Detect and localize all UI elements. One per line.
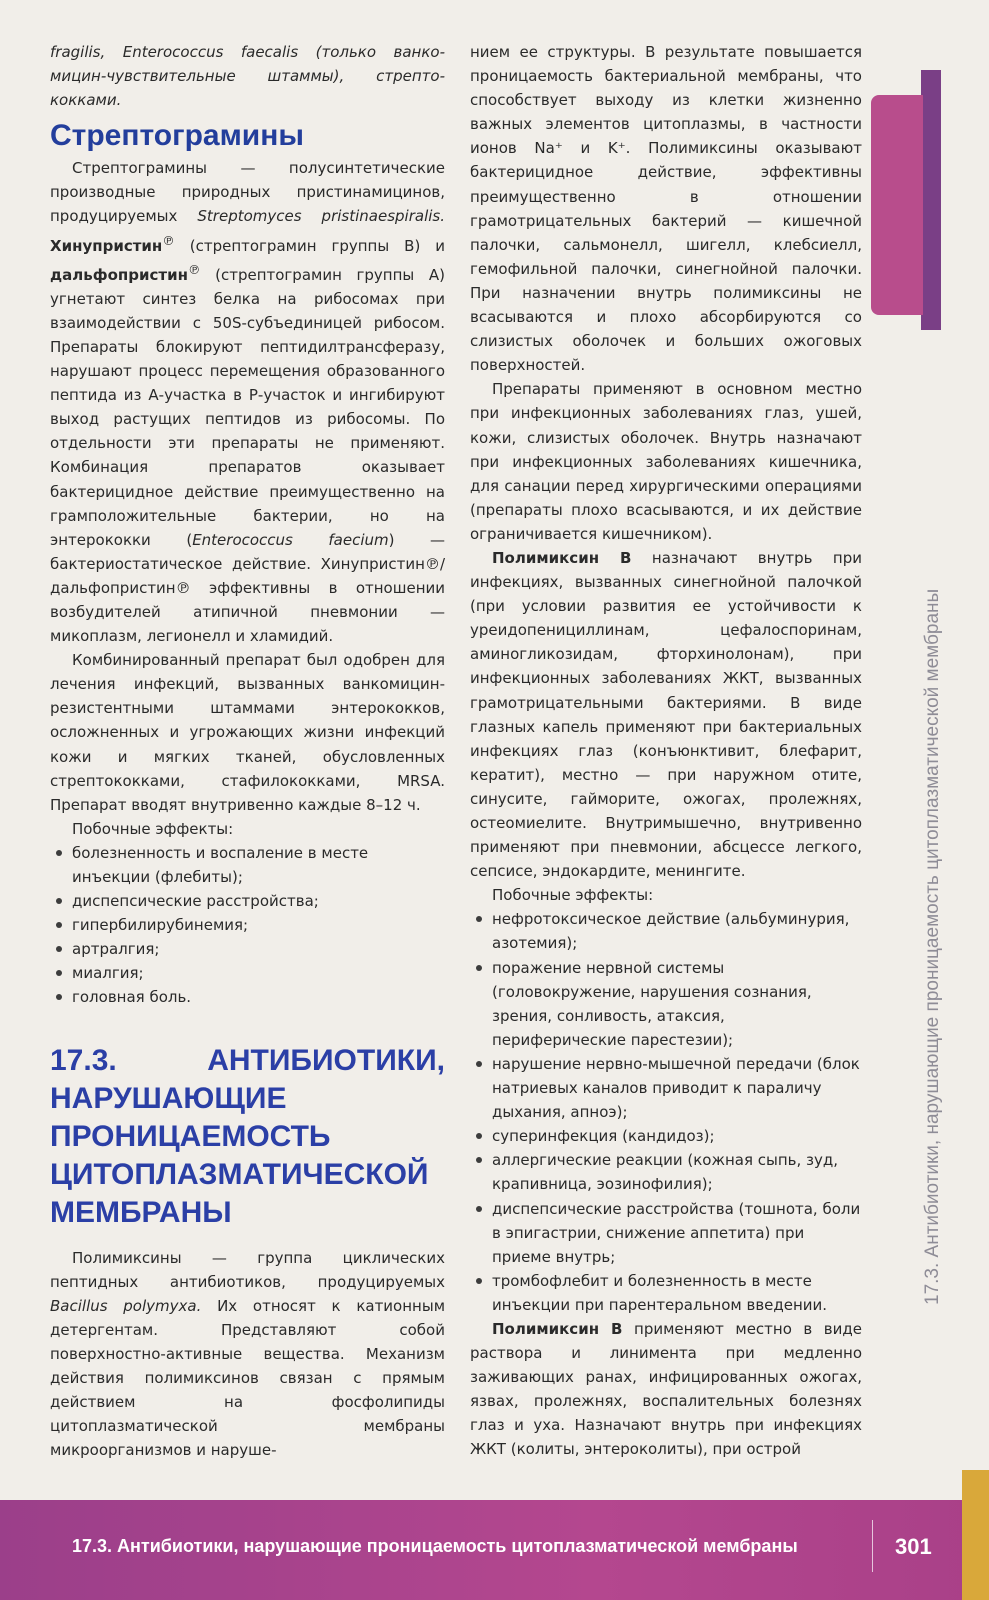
streptogramins-heading: Стрептограмины [50, 119, 304, 153]
application-paragraph: Препараты применяют в основном местно при инфекционных заболеваниях глаз, ушей, кожи, слизистых оболочек. Внутрь назначают при инфекционных заболеваниях кишечника, для санации перед хирургическими операциями (препараты плохо всасываются, и их действие ограничивается кишечником). [470, 380, 862, 543]
footer-title: 17.3. Антибиотики, нарушающие проницаемость цитоплазматической мембраны [72, 1536, 798, 1556]
paragraph-continuation: fragilis, Enterococcus faecalis (только ванко-мицин-чувствительные штаммы), стрепто-кокками. [50, 43, 445, 110]
page-footer [0, 1500, 989, 1600]
page-edge-tab [962, 1470, 989, 1600]
drug-name-polymyxin-b: Полимиксин В [492, 548, 632, 567]
drug-name-quinupristin: Хинупристин [50, 236, 163, 255]
paragraph-continuation: нием ее структуры. В результате повышается проницаемость бактериальной мембраны, что способствует выходу из клетки жизненно важных элементов цитоплазмы, в частности ионов Na⁺ и K⁺. Полимиксины оказывают бактерицидное действие, эффективны преимущественно в отношении грамотрицательных бактерий — кишечной палочки, сальмонелл, шигелл, клебсиелл, гемофильной палочки, синегнойной палочки. При назначении внутрь полимиксины не всасываются и плохо абсорбируются со слизистых оболочек и больших ожоговых поверхностей. [470, 43, 862, 375]
side-tab-accent [921, 70, 941, 330]
drug-name-dalfopristin: дальфопристин [50, 265, 188, 284]
side-effects-list [470, 907, 862, 1317]
side-tab [871, 95, 923, 315]
list-item: нарушение нервно-мышечной передачи (блок натриевых каналов приводит к параличу дыхания, апноэ); [470, 1052, 862, 1124]
polymyxins-paragraph: Полимиксины — группа циклических пептидных антибиотиков, продуцируемых Bacillus polymyxa. Их относят к катионным детергентам. Представляют собой поверхностно-активные вещества. Механизм действия полимиксинов связан с прямым действием на фосфолипиды цитоплазматической мембраны микроорганизмов и наруше- [50, 1248, 446, 1460]
list-item: гипербилирубинемия; [50, 913, 445, 937]
list-item: миалгия; [50, 961, 445, 985]
list-item: артралгия; [50, 937, 445, 961]
list-item: поражение нервной системы (головокружение, нарушения сознания, зрения, сонливость, атаксия, периферические парестезии); [470, 956, 862, 1052]
list-item: аллергические реакции (кожная сыпь, зуд, крапивница, эозинофилия); [470, 1148, 862, 1196]
registered-mark: ℗ [187, 261, 201, 277]
polymyxin-b-local-paragraph: Полимиксин В применяют местно в виде раствора и линимента при медленно заживающих ранах, инфицированных ожогах, язвах, пролежнях, воспалительных болезнях глаз и уха. Назначают внутрь при инфекциях ЖКТ (колиты, энтероколиты), при острой [470, 1319, 862, 1459]
list-item: диспепсические расстройства; [50, 889, 445, 913]
combination-paragraph: Комбинированный препарат был одобрен для лечения инфекций, вызванных ванкомицин-резистентными штаммами энтерококков, осложненных и угрожающих жизни инфекций кожи и мягких тканей, обусловленных стрептококками, стафилококками, MRSA. Препарат вводят внутривенно каждые 8–12 ч. [50, 651, 445, 814]
list-item: болезненность и воспаление в месте инъекции (флебиты); [50, 841, 445, 889]
page-number: 301 [895, 1534, 932, 1559]
polymyxin-b-paragraph: Полимиксин В назначают внутрь при инфекциях, вызванных синегнойной палочкой (при условии развития ее устойчивости к уреидопенициллинам, цефалоспоринам, аминогликозидам, фторхинолонам), при инфекционных заболеваниях ЖКТ, вызванных грамотрицательными бактериями. В виде глазных капель применяют при бактериальных инфекциях глаз (конъюнктивит, блефарит, кератит), местно — при наружном отите, синусите, гайморите, ожогах, пролежнях, остеомиелите. Внутримышечно, внутривенно применяют при пневмонии, абсцессе легкого, сепсисе, эндокардите, менингите. [470, 548, 862, 881]
side-effects-label: Побочные эффекты: [72, 819, 234, 838]
left-column [50, 40, 445, 1462]
side-effects-list [50, 841, 445, 1010]
side-effects-label: Побочные эффекты: [492, 886, 654, 905]
drug-name-polymyxin-b: Полимиксин В [492, 1319, 623, 1338]
list-item: диспепсические расстройства (тошнота, боли в эпигастрии, снижение аппетита) при приеме внутрь; [470, 1197, 862, 1269]
footer-divider [872, 1520, 873, 1572]
vertical-running-head: 17.3. Антибиотики, нарушающие проницаемость цитоплазматической мембраны [922, 588, 943, 1305]
list-item: суперинфекция (кандидоз); [470, 1124, 862, 1148]
right-column [470, 40, 862, 1462]
list-item: нефротоксическое действие (альбуминурия, азотемия); [470, 907, 862, 955]
streptogramins-paragraph: Стрептограмины — полусинтетические производные природных пристинамицинов, продуцируемых Streptomyces pristinaespiralis. Хинупристин℗ (стрептограмин группы В) и дальфопристин℗ (стрептограмин группы А) угнетают синтез белка на рибосомах при взаимодействии с 50S-субъединицей рибосом. Препараты блокируют пептидилтрансферазу, нарушают процесс перемещения образованного пептида из А-участка в Р-участок и ингибируют выход растущих пептидов из рибосомы. По отдельности эти препараты не применяют. Комбинация препаратов оказывает бактерицидное действие преимущественно на грамположительные бактерии, но на энтерококки (Enterococcus faecium) — бактериостатическое действие. Хинупристин℗/дальфопристин℗ эффективны в отношении возбудителей атипичной пневмонии — микоплазм, легионелл и хламидий. [50, 159, 445, 646]
list-item: головная боль. [50, 985, 445, 1009]
section-heading: 17.3. АНТИБИОТИКИ, НАРУШАЮЩИЕ ПРОНИЦАЕМОСТЬ ЦИТОПЛАЗМАТИЧЕСКОЙ МЕМБРАНЫ [50, 1043, 445, 1229]
list-item: тромбофлебит и болезненность в месте инъекции при парентеральном введении. [470, 1269, 862, 1317]
registered-mark: ℗ [162, 232, 175, 248]
